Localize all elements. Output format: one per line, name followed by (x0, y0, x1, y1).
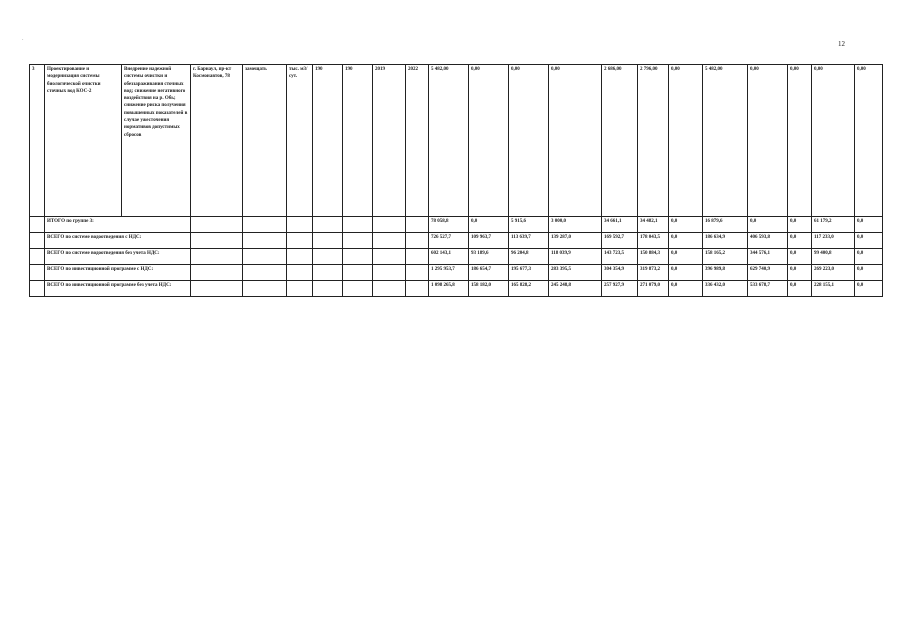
summary-value: 271 079,0 (638, 281, 669, 297)
summary-label: ВСЕГО по системе водоотведения с НДС: (45, 233, 191, 249)
summary-value: 0,0 (669, 233, 703, 249)
summary-value: 533 678,7 (748, 281, 788, 297)
summary-value: 61 179,2 (812, 217, 855, 233)
summary-value: 139 287,0 (549, 233, 602, 249)
summary-value: 319 873,2 (638, 265, 669, 281)
summary-value: 726 527,7 (429, 233, 469, 249)
cell-value: 5 482,00 (703, 65, 748, 217)
summary-value: 165 828,2 (509, 281, 549, 297)
cell-year-end: 2022 (406, 65, 429, 217)
summary-label: ВСЕГО по инвестиционной программе без учета НДС: (45, 281, 191, 297)
summary-value: 0,0 (469, 217, 509, 233)
summary-row-wastewater-vat (30, 233, 883, 249)
summary-value: 406 593,8 (748, 233, 788, 249)
cell-value: 2 796,00 (638, 65, 669, 217)
cell-no: 3 (30, 65, 45, 217)
cell-purpose: Внедрение надежной системы очистки и обеззараживания сточных вод; снижение негативного воздействия на р. Обь; снижение риска получения повышенных показателей в случае ужесточения нормативов допустимых сбросов (122, 65, 191, 217)
summary-value: 0,0 (788, 265, 812, 281)
summary-value: 257 927,9 (602, 281, 638, 297)
summary-value: 143 723,5 (602, 249, 638, 265)
cell-value: 0,00 (669, 65, 703, 217)
cell-value: 0,00 (812, 65, 855, 217)
summary-value: 0,0 (669, 249, 703, 265)
summary-value: 396 989,8 (703, 265, 748, 281)
summary-label: ВСЕГО по системе водоотведения без учета НДС: (45, 249, 191, 265)
cell-value: 0,00 (788, 65, 812, 217)
summary-value: 158 182,0 (469, 281, 509, 297)
summary-value: 195 677,3 (509, 265, 549, 281)
summary-value: 158 165,2 (703, 249, 748, 265)
summary-value: 169 592,7 (602, 233, 638, 249)
summary-value: 150 884,3 (638, 249, 669, 265)
summary-row-wastewater-no-vat (30, 249, 883, 265)
table-body (30, 65, 883, 297)
summary-value: 0,0 (669, 217, 703, 233)
summary-value: 0,0 (788, 217, 812, 233)
summary-value: 228 155,1 (812, 281, 855, 297)
cell-kind: замещать (243, 65, 287, 217)
summary-row-program-no-vat (30, 281, 883, 297)
cell-name: Проектирование и модернизация системы биологической очистки сточных вод КОС-2 (45, 65, 122, 217)
cell-value: 0,00 (855, 65, 883, 217)
summary-value: 96 204,8 (509, 249, 549, 265)
summary-value: 336 432,0 (703, 281, 748, 297)
summary-value: 34 661,1 (602, 217, 638, 233)
summary-value: 113 639,7 (509, 233, 549, 249)
summary-value: 0,0 (788, 233, 812, 249)
summary-value: 0,0 (855, 281, 883, 297)
cell-year-start: 2019 (373, 65, 406, 217)
summary-value: 16 879,6 (703, 217, 748, 233)
summary-value: 602 143,1 (429, 249, 469, 265)
summary-value: 78 058,8 (429, 217, 469, 233)
summary-row-group-3 (30, 217, 883, 233)
cell-value: 0,00 (549, 65, 602, 217)
summary-value: 118 039,9 (549, 249, 602, 265)
summary-value: 0,0 (855, 233, 883, 249)
summary-value: 99 400,8 (812, 249, 855, 265)
cell-value: 2 686,00 (602, 65, 638, 217)
summary-value: 93 189,6 (469, 249, 509, 265)
table-row-project-3 (30, 65, 883, 217)
summary-value: 0,0 (788, 281, 812, 297)
cell-location: г. Барнаул, пр-кт Космонавтов, 78 (191, 65, 243, 217)
cell-value: 0,00 (469, 65, 509, 217)
cell-value: 5 482,00 (429, 65, 469, 217)
summary-value: 269 223,0 (812, 265, 855, 281)
summary-label: ВСЕГО по инвестиционной программе с НДС: (45, 265, 191, 281)
summary-value: 0,0 (855, 249, 883, 265)
investment-table (29, 64, 883, 297)
summary-value: 245 248,8 (549, 281, 602, 297)
summary-value: 0,0 (669, 281, 703, 297)
summary-value: 304 354,9 (602, 265, 638, 281)
summary-value: 0,0 (669, 265, 703, 281)
summary-value: 344 576,1 (748, 249, 788, 265)
summary-label: ИТОГО по группе 3: (45, 217, 191, 233)
cell-capacity-1: 190 (313, 65, 343, 217)
summary-value: 283 395,5 (549, 265, 602, 281)
cell-capacity-2: 190 (343, 65, 373, 217)
summary-value: 186 654,7 (469, 265, 509, 281)
summary-row-program-vat (30, 265, 883, 281)
summary-value: 0,0 (855, 217, 883, 233)
summary-value: 34 482,1 (638, 217, 669, 233)
cell-unit: тыс. м3/ сут. (287, 65, 313, 217)
summary-value: 0,0 (788, 249, 812, 265)
page-number: 12 (838, 40, 845, 48)
summary-value: 178 043,5 (638, 233, 669, 249)
summary-value: 117 233,0 (812, 233, 855, 249)
summary-value: 0,0 (748, 217, 788, 233)
summary-value: 5 915,6 (509, 217, 549, 233)
corner-mark: . (22, 36, 24, 42)
cell-value: 0,00 (509, 65, 549, 217)
summary-value: 1 098 265,8 (429, 281, 469, 297)
summary-value: 1 295 953,7 (429, 265, 469, 281)
summary-value: 3 000,0 (549, 217, 602, 233)
summary-value: 0,0 (855, 265, 883, 281)
summary-value: 629 740,9 (748, 265, 788, 281)
summary-value: 109 963,7 (469, 233, 509, 249)
cell-value: 0,00 (748, 65, 788, 217)
summary-value: 186 634,9 (703, 233, 748, 249)
